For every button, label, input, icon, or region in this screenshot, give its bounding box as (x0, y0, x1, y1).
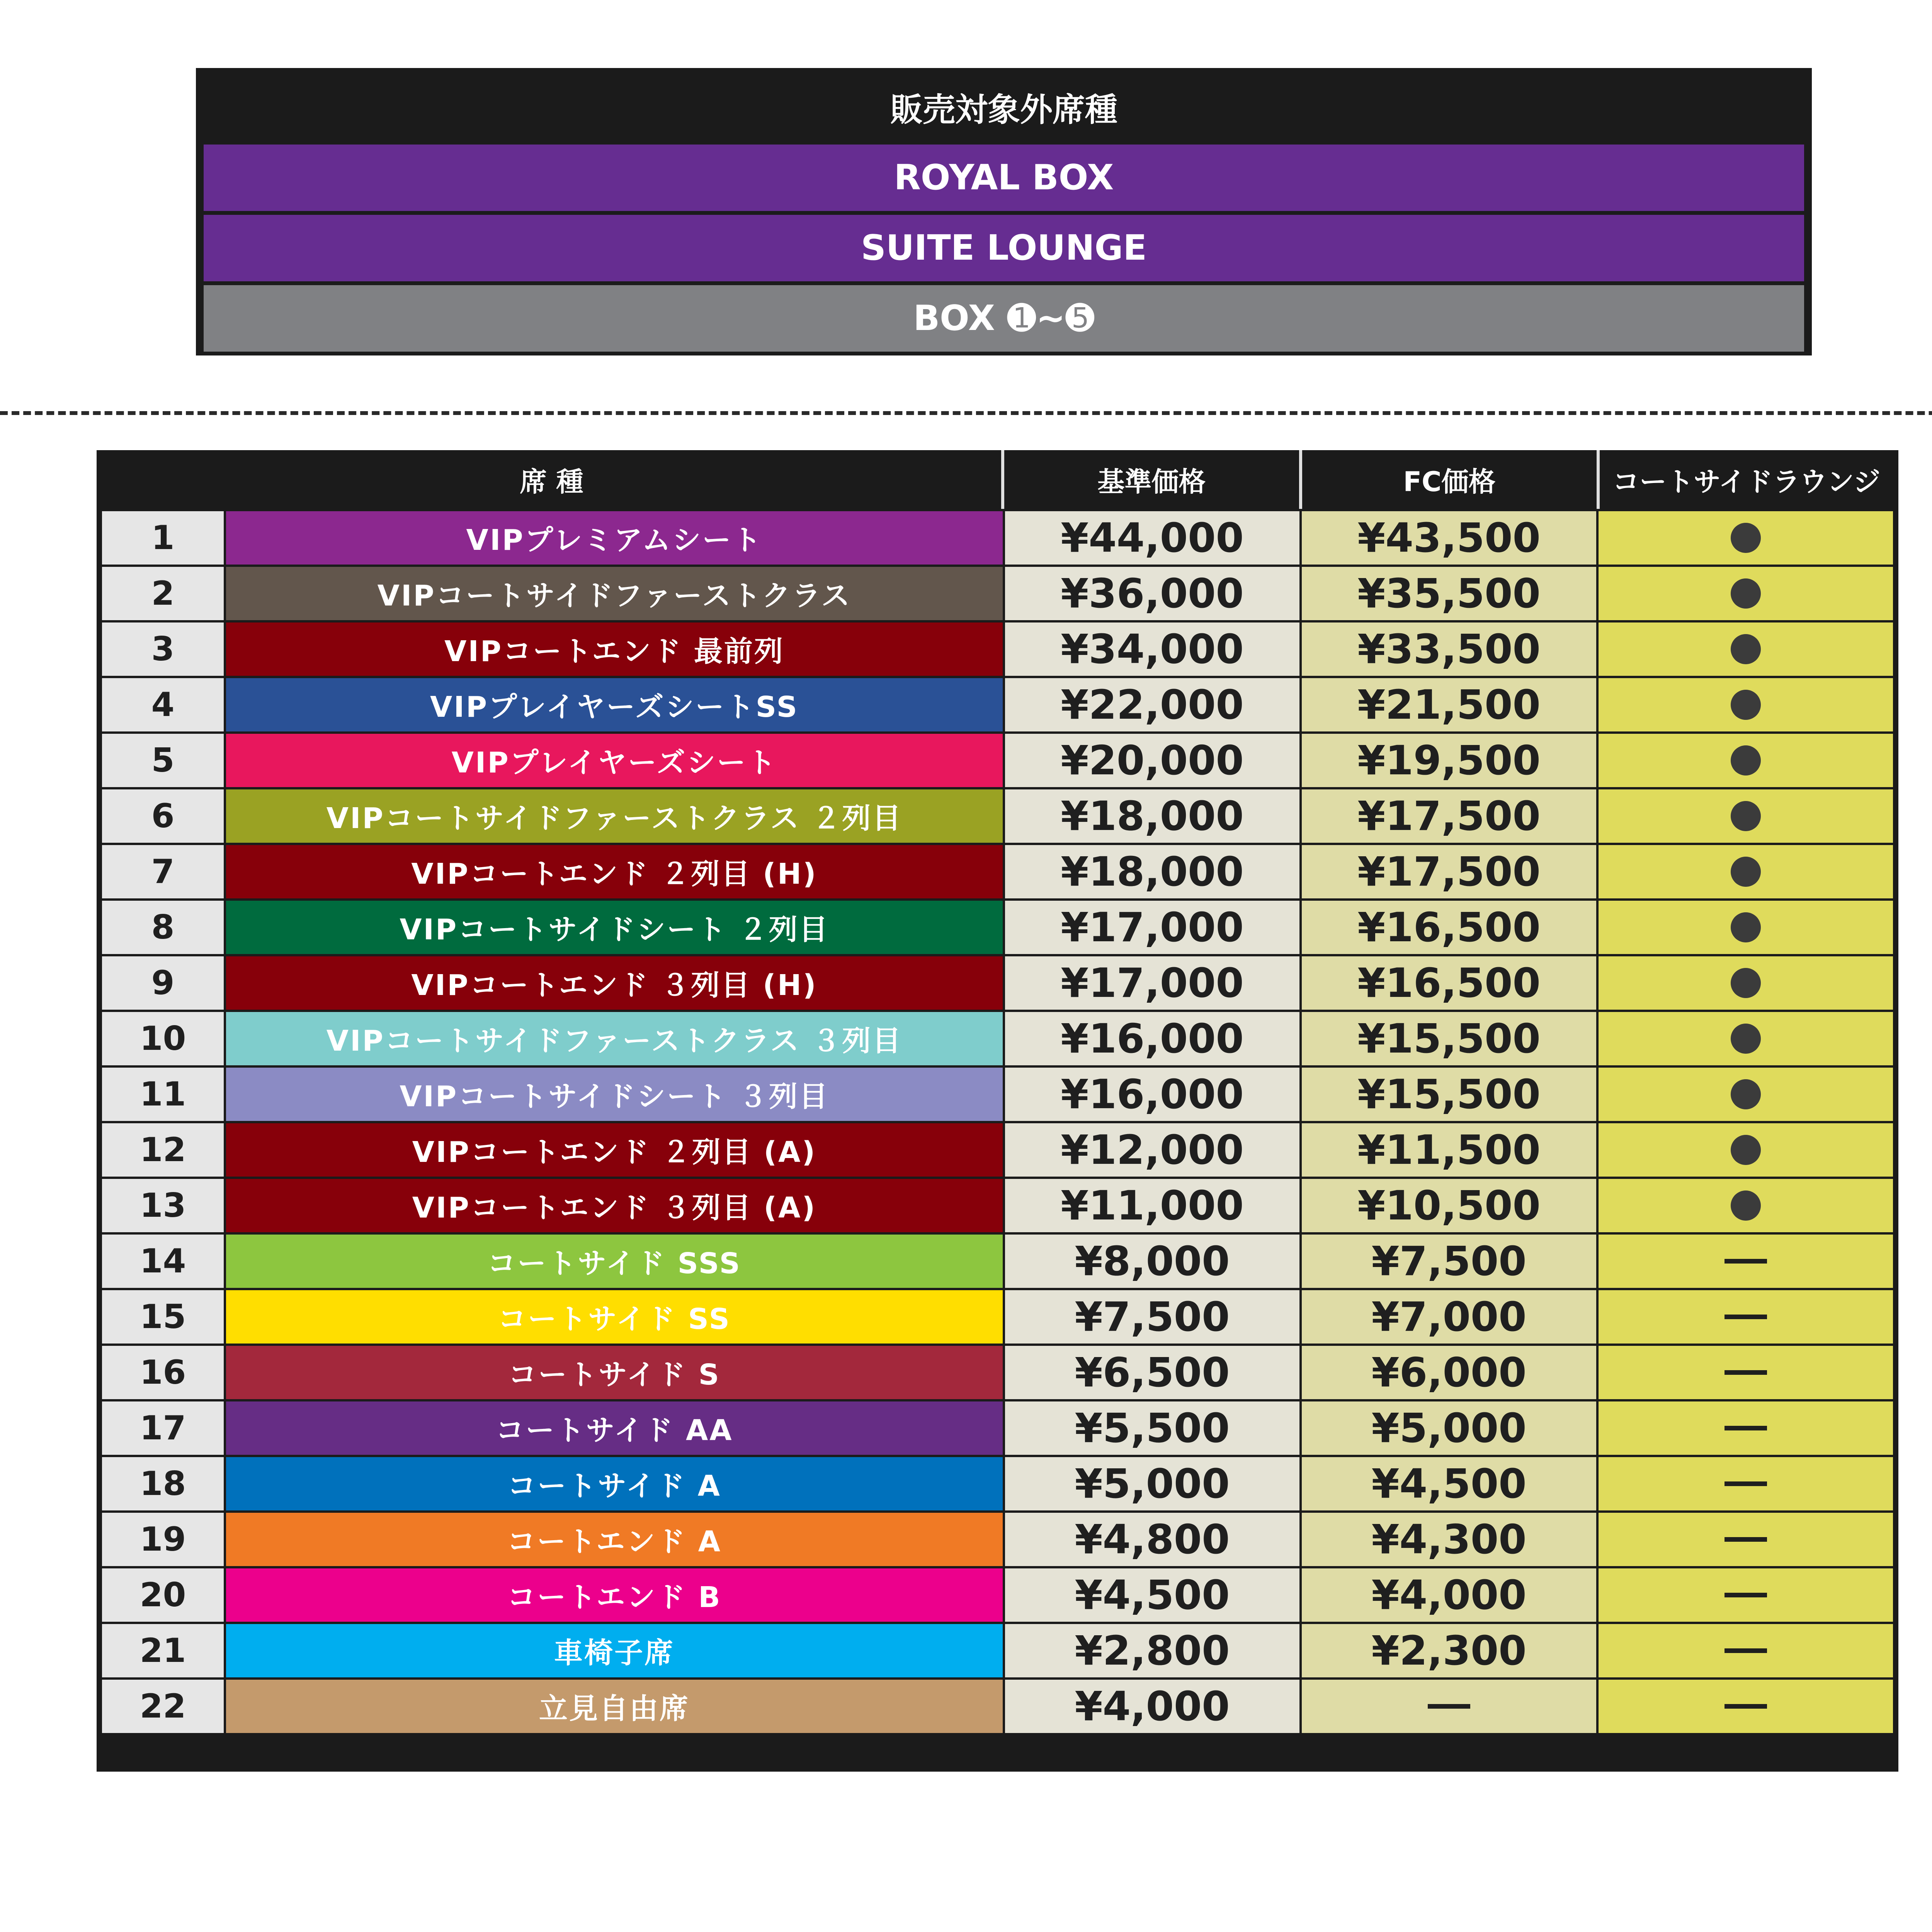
not-included-dash-icon (1725, 1593, 1767, 1597)
included-dot-icon (1731, 857, 1761, 887)
base-price: ¥4,000 (1003, 1680, 1299, 1733)
base-price: ¥16,000 (1003, 1068, 1299, 1121)
not-included-dash-icon (1725, 1481, 1767, 1486)
base-price: ¥20,000 (1003, 734, 1299, 787)
excluded-seats-header: 販売対象外席種 (890, 91, 1117, 129)
base-price: ¥18,000 (1003, 845, 1299, 898)
base-price: ¥11,000 (1003, 1179, 1299, 1232)
courtside-lounge-cell (1596, 511, 1893, 565)
fc-price: ¥4,000 (1299, 1568, 1596, 1622)
table-body (102, 509, 1893, 1733)
table-row (102, 1622, 1893, 1677)
fc-price: ¥16,500 (1299, 956, 1596, 1010)
table-row (102, 509, 1893, 565)
table-row (102, 843, 1893, 898)
base-price: ¥4,800 (1003, 1513, 1299, 1566)
included-dot-icon (1731, 1079, 1761, 1109)
fc-price: ¥7,500 (1299, 1235, 1596, 1288)
not-included-dash-icon (1725, 1426, 1767, 1430)
fc-price: ¥4,300 (1299, 1513, 1596, 1566)
row-number: 1 (102, 511, 224, 565)
base-price: ¥16,000 (1003, 1012, 1299, 1065)
seat-type-name: コートエンド A (224, 1513, 1003, 1566)
included-dot-icon (1731, 1190, 1761, 1221)
seat-type-name: コートサイド S (224, 1346, 1003, 1399)
seat-type-name: 立見自由席 (224, 1680, 1003, 1733)
seat-type-name: VIPコートエンド ３列目 (A) (224, 1179, 1003, 1232)
table-row (102, 1677, 1893, 1733)
base-price: ¥8,000 (1003, 1235, 1299, 1288)
seat-type-name: VIPコートエンド ３列目 (H) (224, 956, 1003, 1010)
courtside-lounge-cell (1596, 1568, 1893, 1622)
table-row (102, 1455, 1893, 1510)
table-row (102, 1288, 1893, 1344)
row-number: 8 (102, 901, 224, 954)
row-number: 4 (102, 678, 224, 731)
table-row (102, 1232, 1893, 1288)
base-price: ¥36,000 (1003, 567, 1299, 620)
row-number: 22 (102, 1680, 224, 1733)
row-number: 10 (102, 1012, 224, 1065)
table-row (102, 1121, 1893, 1177)
included-dot-icon (1731, 578, 1761, 609)
seat-type-name: VIPコートエンド 最前列 (224, 622, 1003, 676)
included-dot-icon (1731, 745, 1761, 776)
base-price: ¥4,500 (1003, 1568, 1299, 1622)
base-price: ¥17,000 (1003, 901, 1299, 954)
seat-type-name: VIPコートサイドシート ３列目 (224, 1068, 1003, 1121)
seat-type-name: コートエンド B (224, 1568, 1003, 1622)
row-number: 2 (102, 567, 224, 620)
row-number: 17 (102, 1401, 224, 1455)
excluded-seat-suite-lounge: SUITE LOUNGE (204, 215, 1804, 281)
courtside-lounge-cell (1596, 845, 1893, 898)
row-number: 9 (102, 956, 224, 1010)
courtside-lounge-cell (1596, 1401, 1893, 1455)
table-row (102, 1344, 1893, 1399)
courtside-lounge-cell (1596, 1624, 1893, 1677)
base-price: ¥6,500 (1003, 1346, 1299, 1399)
seat-type-name: 車椅子席 (224, 1624, 1003, 1677)
table-row (102, 787, 1893, 843)
base-price: ¥17,000 (1003, 956, 1299, 1010)
row-number: 15 (102, 1290, 224, 1344)
table-row (102, 898, 1893, 954)
not-included-dash-icon (1725, 1537, 1767, 1542)
courtside-lounge-cell (1596, 1068, 1893, 1121)
row-number: 13 (102, 1179, 224, 1232)
base-price: ¥5,000 (1003, 1457, 1299, 1510)
header-courtside-lounge: コートサイドラウンジ (1597, 450, 1893, 509)
not-included-dash-icon (1725, 1315, 1767, 1319)
seat-type-name: VIPコートエンド ２列目 (H) (224, 845, 1003, 898)
fc-price: ¥33,500 (1299, 622, 1596, 676)
seat-type-name: VIPプレイヤーズシート (224, 734, 1003, 787)
excluded-seats-box (196, 68, 1812, 355)
price-table (97, 450, 1898, 1772)
fc-price: ¥7,000 (1299, 1290, 1596, 1344)
courtside-lounge-cell (1596, 1290, 1893, 1344)
fc-price: ¥21,500 (1299, 678, 1596, 731)
fc-price: ¥11,500 (1299, 1123, 1596, 1177)
included-dot-icon (1731, 968, 1761, 998)
not-available-dash-icon (1428, 1704, 1470, 1709)
courtside-lounge-cell (1596, 956, 1893, 1010)
seat-type-name: VIPコートサイドファーストクラス (224, 567, 1003, 620)
courtside-lounge-cell (1596, 567, 1893, 620)
fc-price: ¥4,500 (1299, 1457, 1596, 1510)
seat-type-name: VIPコートサイドファーストクラス ３列目 (224, 1012, 1003, 1065)
courtside-lounge-cell (1596, 789, 1893, 843)
header-base-price: 基準価格 (1001, 450, 1299, 509)
courtside-lounge-cell (1596, 1179, 1893, 1232)
fc-price (1299, 1680, 1596, 1733)
included-dot-icon (1731, 523, 1761, 553)
base-price: ¥5,500 (1003, 1401, 1299, 1455)
courtside-lounge-cell (1596, 1235, 1893, 1288)
seat-type-name: コートサイド SS (224, 1290, 1003, 1344)
table-header-row (102, 450, 1893, 509)
row-number: 11 (102, 1068, 224, 1121)
seat-type-name: VIPプレミアムシート (224, 511, 1003, 565)
courtside-lounge-cell (1596, 678, 1893, 731)
courtside-lounge-cell (1596, 1346, 1893, 1399)
fc-price: ¥19,500 (1299, 734, 1596, 787)
table-row (102, 1566, 1893, 1622)
table-row (102, 1010, 1893, 1065)
header-fc-price: FC価格 (1299, 450, 1597, 509)
row-number: 20 (102, 1568, 224, 1622)
courtside-lounge-cell (1596, 1012, 1893, 1065)
courtside-lounge-cell (1596, 901, 1893, 954)
table-row (102, 1510, 1893, 1566)
courtside-lounge-cell (1596, 622, 1893, 676)
fc-price: ¥6,000 (1299, 1346, 1596, 1399)
row-number: 5 (102, 734, 224, 787)
seat-type-name: コートサイド SSS (224, 1235, 1003, 1288)
base-price: ¥18,000 (1003, 789, 1299, 843)
dashed-divider (0, 411, 1932, 415)
row-number: 7 (102, 845, 224, 898)
courtside-lounge-cell (1596, 1680, 1893, 1733)
courtside-lounge-cell (1596, 734, 1893, 787)
row-number: 12 (102, 1123, 224, 1177)
included-dot-icon (1731, 634, 1761, 664)
excluded-seat-royal-box: ROYAL BOX (204, 145, 1804, 211)
seat-type-name: コートサイド A (224, 1457, 1003, 1510)
fc-price: ¥15,500 (1299, 1012, 1596, 1065)
row-number: 18 (102, 1457, 224, 1510)
included-dot-icon (1731, 690, 1761, 720)
seat-type-name: VIPコートエンド ２列目 (A) (224, 1123, 1003, 1177)
fc-price: ¥35,500 (1299, 567, 1596, 620)
fc-price: ¥5,000 (1299, 1401, 1596, 1455)
included-dot-icon (1731, 1024, 1761, 1054)
not-included-dash-icon (1725, 1704, 1767, 1709)
table-row (102, 1399, 1893, 1455)
not-included-dash-icon (1725, 1259, 1767, 1264)
row-number: 21 (102, 1624, 224, 1677)
row-number: 6 (102, 789, 224, 843)
table-row (102, 1177, 1893, 1232)
table-row (102, 565, 1893, 620)
base-price: ¥2,800 (1003, 1624, 1299, 1677)
table-row (102, 731, 1893, 787)
row-number: 19 (102, 1513, 224, 1566)
excluded-seat-box: BOX ➊~➎ (204, 285, 1804, 352)
base-price: ¥34,000 (1003, 622, 1299, 676)
seat-type-name: VIPプレイヤーズシートSS (224, 678, 1003, 731)
not-included-dash-icon (1725, 1648, 1767, 1653)
fc-price: ¥2,300 (1299, 1624, 1596, 1677)
courtside-lounge-cell (1596, 1457, 1893, 1510)
included-dot-icon (1731, 1135, 1761, 1165)
header-seat-type: 席 種 (520, 466, 583, 498)
fc-price: ¥10,500 (1299, 1179, 1596, 1232)
seat-type-name: VIPコートサイドファーストクラス ２列目 (224, 789, 1003, 843)
table-row (102, 1065, 1893, 1121)
fc-price: ¥17,500 (1299, 789, 1596, 843)
not-included-dash-icon (1725, 1370, 1767, 1375)
row-number: 3 (102, 622, 224, 676)
included-dot-icon (1731, 912, 1761, 942)
table-row (102, 676, 1893, 731)
base-price: ¥44,000 (1003, 511, 1299, 565)
fc-price: ¥15,500 (1299, 1068, 1596, 1121)
fc-price: ¥16,500 (1299, 901, 1596, 954)
courtside-lounge-cell (1596, 1123, 1893, 1177)
table-row (102, 620, 1893, 676)
table-row (102, 954, 1893, 1010)
row-number: 16 (102, 1346, 224, 1399)
seat-type-name: VIPコートサイドシート ２列目 (224, 901, 1003, 954)
included-dot-icon (1731, 801, 1761, 831)
seat-type-name: コートサイド AA (224, 1401, 1003, 1455)
courtside-lounge-cell (1596, 1513, 1893, 1566)
base-price: ¥12,000 (1003, 1123, 1299, 1177)
fc-price: ¥17,500 (1299, 845, 1596, 898)
fc-price: ¥43,500 (1299, 511, 1596, 565)
base-price: ¥7,500 (1003, 1290, 1299, 1344)
base-price: ¥22,000 (1003, 678, 1299, 731)
row-number: 14 (102, 1235, 224, 1288)
